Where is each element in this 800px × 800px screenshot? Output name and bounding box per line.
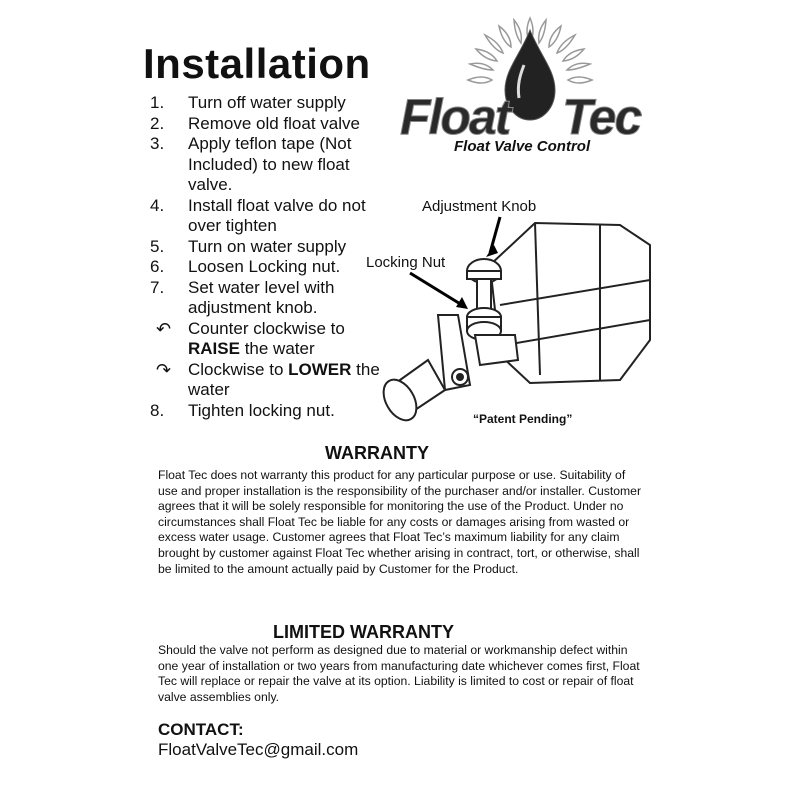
step-number: 5. [150, 236, 165, 256]
counter-clockwise-icon: ↶ [156, 318, 172, 339]
logo-subtitle: Float Valve Control [454, 138, 591, 155]
step-item [150, 93, 385, 114]
page-title: Installation [143, 40, 371, 87]
step-number: 2. [150, 113, 165, 133]
step-text: Tighten locking nut. [188, 400, 335, 420]
step-number: 8. [150, 400, 165, 420]
step-number: 4. [150, 195, 165, 215]
step-item [150, 257, 385, 278]
clockwise-icon: ↷ [156, 359, 172, 380]
step-number: 1. [150, 93, 165, 112]
step-number: 6. [150, 257, 165, 276]
locking-nut-label: Locking Nut [366, 254, 446, 271]
sub-step-counter-clockwise [150, 319, 385, 360]
logo-word-float: Float [400, 89, 510, 145]
step-item [150, 134, 385, 196]
adjustment-knob-label: Adjustment Knob [422, 198, 537, 215]
sub-step-clockwise [150, 360, 385, 401]
sub-step-text: Counter clockwise to RAISE the water [188, 318, 345, 358]
float-tec-logo [390, 10, 660, 170]
contact-heading: CONTACT: [158, 720, 244, 739]
step-item [150, 401, 385, 422]
locking-arrow [410, 273, 462, 305]
logo-word-tec: Tec [562, 89, 641, 145]
step-item [150, 278, 385, 319]
float-valve-diagram [360, 185, 660, 435]
warranty-text: Float Tec does not warranty this product for any particular purpose or use. Suitability of use and proper installation is the responsibility of the purchaser and/or installer. Customer agrees that it will be solely responsible for monitoring the use of the Product. Under no circumstances shall Float Tec be liable for any costs or damages arising from wasted or excess water usage. Customer agrees that Float Tec’s maximum liability for any claim brought by customer against Float Tec whether arising in contract, tort, or otherwise, shall be limited to the amount actually paid by Customer for the Product. [158, 468, 642, 576]
sub-step-text: Clockwise to LOWER the water [188, 359, 380, 399]
step-item [150, 237, 385, 258]
step-text: Install float valve do not over tighten [188, 195, 366, 235]
installation-steps [150, 93, 385, 421]
step-item [150, 196, 385, 237]
step-number: 3. [150, 134, 165, 153]
step-item [150, 114, 385, 135]
step-text: Apply teflon tape (Not Included) to new float valve. [188, 134, 352, 194]
contact-email: FloatValveTec@gmail.com [158, 740, 359, 759]
limited-warranty-text: Should the valve not perform as designed due to material or workmanship defect within one year of installation or two years from manufacturing date whichever comes first, Float Tec will replace or repair the valve at its option. Liability is limited to cost or repair of float valve assemblies only. [158, 643, 640, 704]
step-text: Set water level with adjustment knob. [188, 277, 335, 317]
step-text: Remove old float valve [188, 113, 360, 133]
step-text: Turn off water supply [188, 93, 346, 112]
warranty-heading: WARRANTY [325, 443, 429, 463]
patent-pending-note: “Patent Pending” [473, 412, 573, 426]
limited-warranty-heading: LIMITED WARRANTY [273, 622, 454, 642]
step-text: Turn on water supply [188, 236, 347, 256]
step-number: 7. [150, 277, 165, 297]
step-text: Loosen Locking nut. [188, 257, 341, 276]
